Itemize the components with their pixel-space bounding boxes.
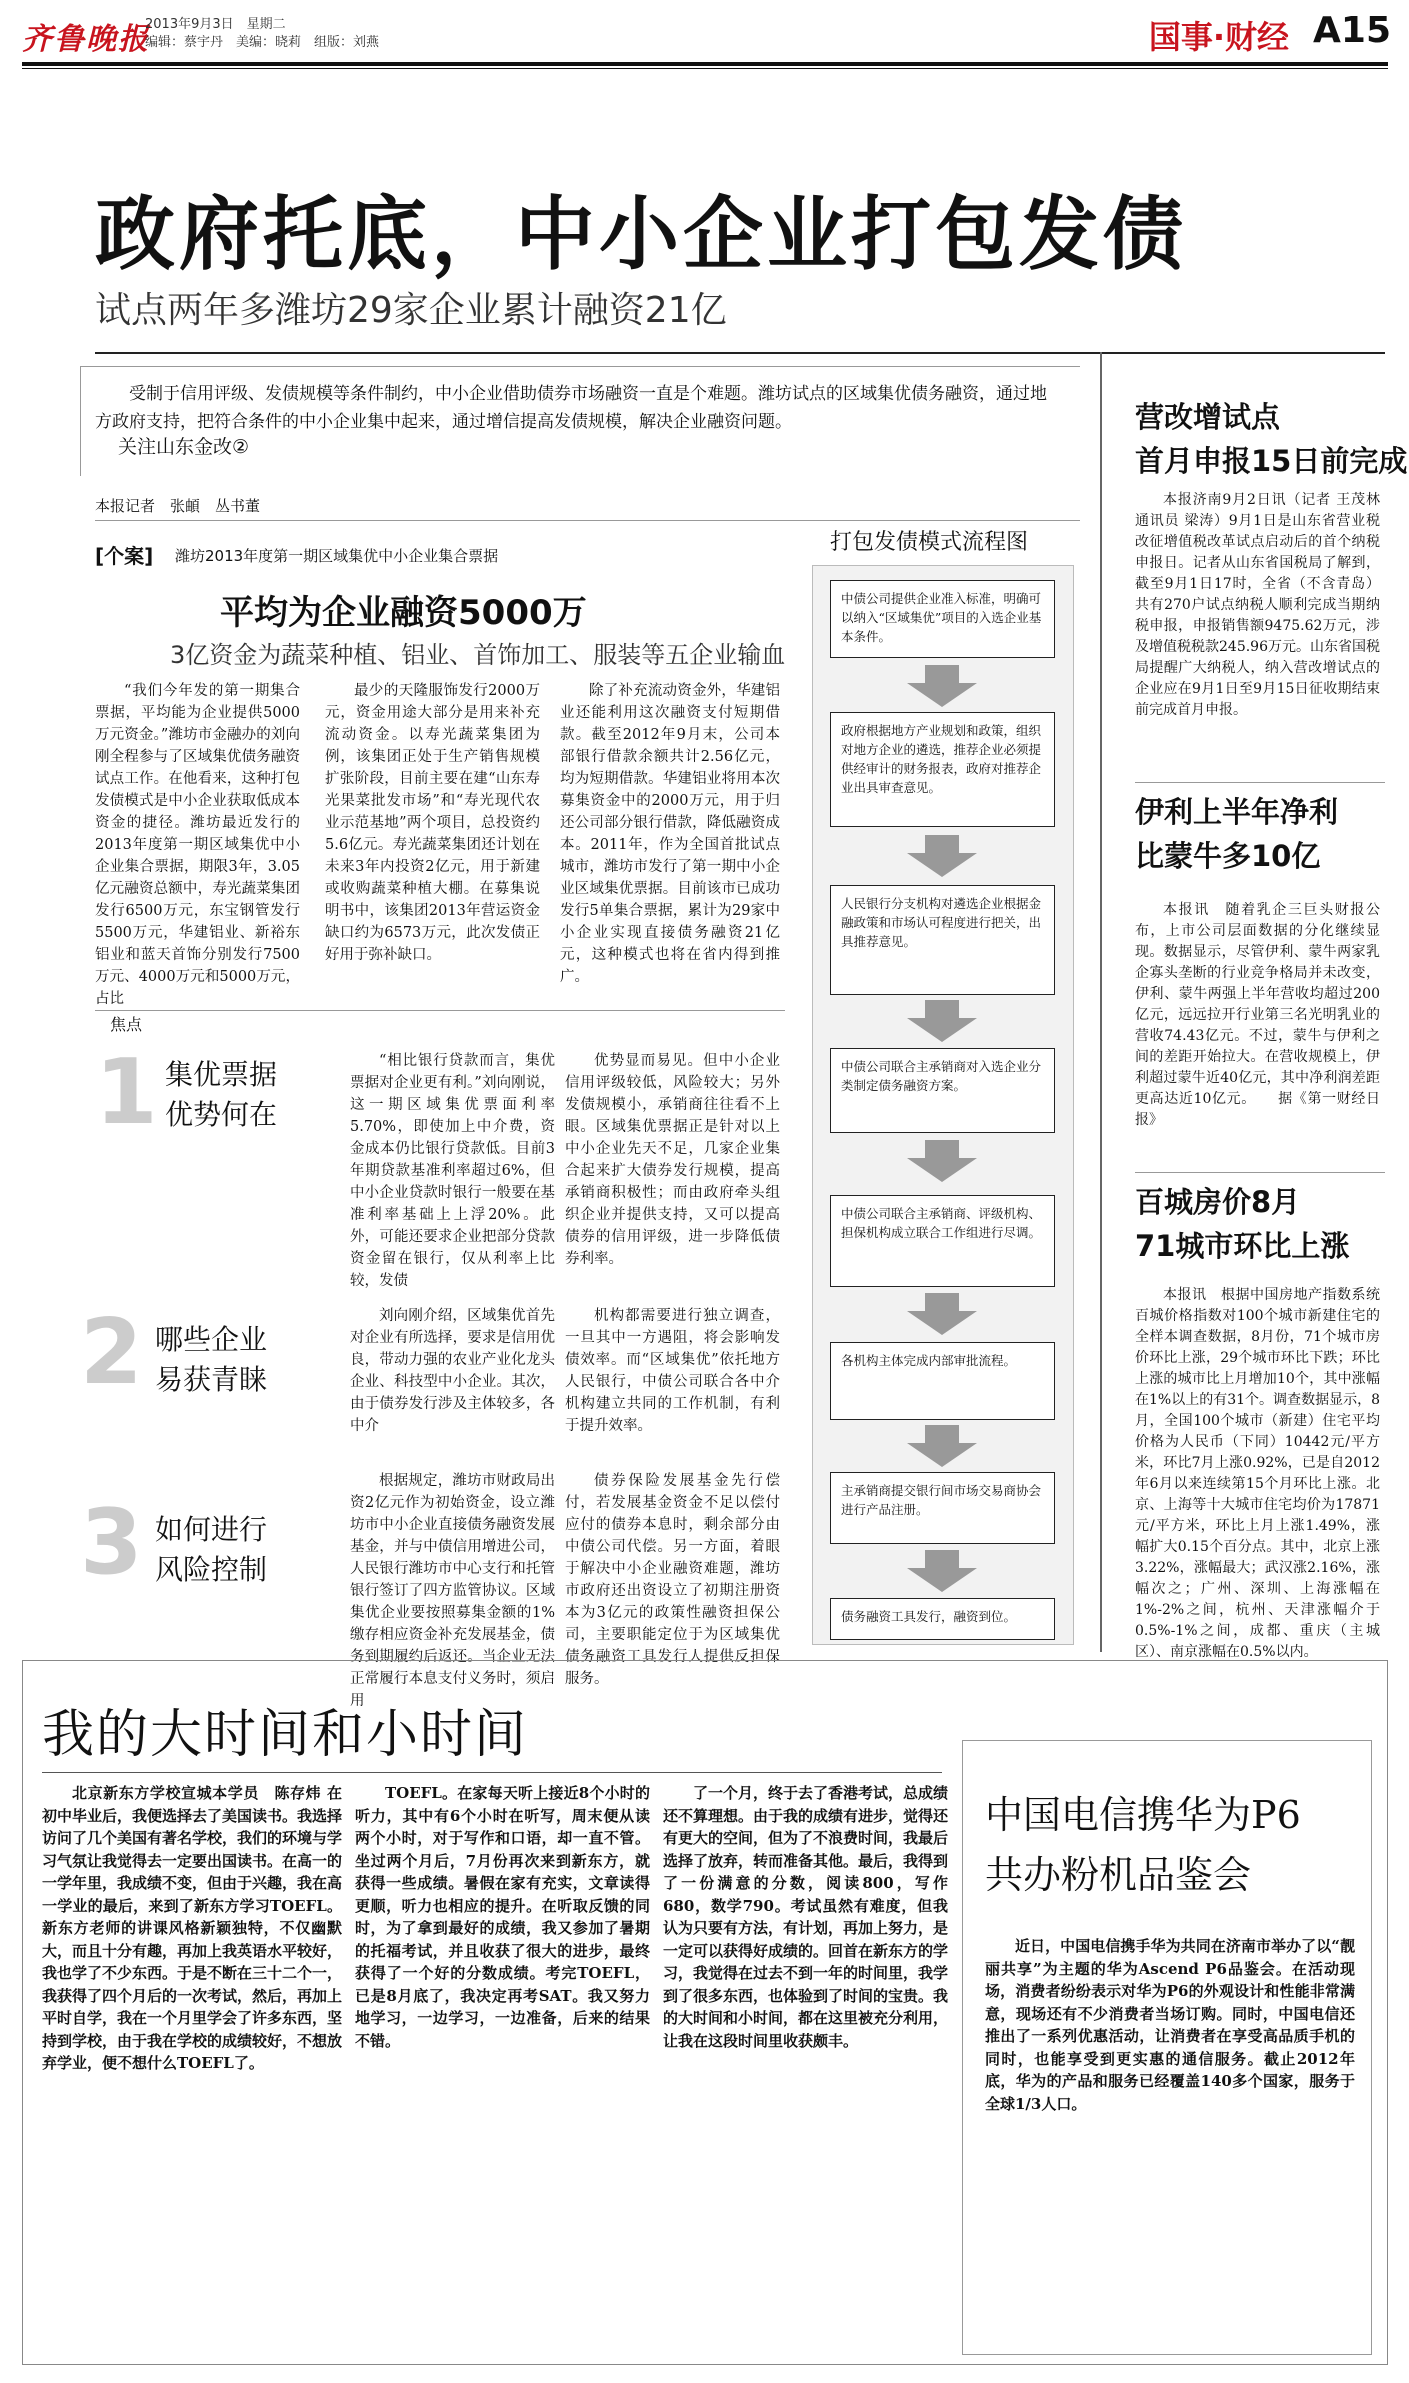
question-1-line-1: 集优票据 [165,1058,278,1091]
case-column-3: 除了补充流动资金外，华建铝业还能利用这次融资支付短期借款。截至2012年9月末，公司本部银行借款余额共计2.56亿元，均为短期借款。华建铝业将用本次募集资金中的2000万元，用于归还公司部分银行借款，降低融资成本。2011年，作为全国首批试点城市，潍坊市发行了第一期中小企业区域集优票据。目前该市已成功发行5单集合票据，累计为29家中小企业实现直接债务融资21亿元，这种模式也将在省内得到推广。 [560,683,780,985]
flow-arrow-5 [907,1293,977,1335]
sidebar-story-2-headline [1135,790,1338,878]
question-number-2: 2 [80,1300,143,1405]
flow-step-6: 各机构主体完成内部审批流程。 [830,1342,1055,1420]
answer-2-column-1: 刘向刚介绍，区域集优首先对企业有所选择，要求是信用优良，带动力强的农业产业化龙头企业、科技型中小企业。其次，由于债券发行涉及主体较多，各中介 [350,1308,555,1434]
flow-step-8: 债务融资工具发行，融资到位。 [830,1598,1055,1640]
flow-arrow-6 [907,1425,977,1467]
sidebar-rule-2 [1135,1172,1385,1173]
question-2-line-1: 哪些企业 [155,1323,268,1356]
series-label: 关注山东金改② [118,436,250,458]
sidebar-story-2-line-1: 伊利上半年净利 [1135,795,1339,829]
flow-step-7: 主承销商提交银行间市场交易商协会进行产品注册。 [830,1472,1055,1544]
question-1-line-2: 优势何在 [165,1098,278,1131]
sidebar-story-2-line-2: 比蒙牛多10亿 [1135,839,1321,873]
flow-arrow-4 [907,1140,977,1182]
sidebar-story-1-line-2: 首月申报15日前完成 [1135,444,1408,478]
sidebar-story-1-body: 本报济南9月2日讯（记者 王茂林 通讯员 梁涛）9月1日是山东省营业税改征增值税改革试点启动后的首个纳税申报日。记者从山东省国税局了解到，截至9月1日17时，全省（不含青岛）共有270户试点纳税人顺利完成当期纳税申报，申报销售额9475.62万元，涉及增值税税款245.96万元。山东省国税局提醒广大纳税人，纳入营改增试点的企业应在9月1日至9月15日征收期结束前完成首月申报。 [1135,492,1380,718]
flow-arrow-3 [907,1000,977,1042]
masthead-rule-thin [22,68,1388,69]
sidebar-story-1-line-1: 营改增试点 [1135,400,1281,434]
answer-1-column-1: “相比银行贷款而言，集优票据对企业更有利。”刘向刚说，这一期区域集优票面利率5.70%，即使加上中介费，资金成本仍比银行贷款低。目前3年期贷款基准利率超过6%，但中小企业贷款时银行一般要在基准利率基础上上浮20%。此外，可能还要求企业把部分贷款资金留在银行，仅从利率上比较，发债 [350,1053,555,1289]
question-3-line-2: 风险控制 [155,1553,268,1586]
masthead-rule [22,62,1388,66]
answer-3-column-2: 债券保险发展基金先行偿付，若发展基金资金不足以偿付应付的债券本息时，剩余部分由中债公司代偿。另一方面，着眼于解决中小企业融资难题，潍坊市政府还出资设立了初期注册资本为3亿元的政策性融资担保公司，主要职能定位于为区域集优债务融资工具发行人提供反担保服务。 [565,1473,780,1687]
byline-rule [95,520,1080,521]
flow-step-5: 中债公司联合主承销商、评级机构、担保机构成立联合工作组进行尽调。 [830,1195,1055,1287]
bottom-feature-title: 我的大时间和小时间 [42,1705,529,1765]
sidebar-story-3-headline [1135,1180,1349,1268]
ad-headline [985,1785,1301,1905]
sidebar-story-2-body: 本报讯 随着乳企三巨头财报公布，上市公司层面数据的分化继续显现。数据显示，尽管伊利、蒙牛两家乳企寡头垄断的行业竞争格局并未改变，伊利、蒙牛两强上半年营收均超过200亿元，远远拉开行业第三名光明乳业的营收74.43亿元。不过，蒙牛与伊利之间的差距开始拉大。在营收规模上，伊利超过蒙牛近40亿元，其中净利润差距更高达近10亿元。 据《第一财经日报》 [1135,902,1380,1128]
sidebar-story-3-line-1: 百城房价8月 [1135,1185,1301,1219]
case-title: 潍坊2013年度第一期区域集优中小企业集合票据 [175,547,499,565]
flow-arrow-7 [907,1550,977,1592]
case-subhead: 3亿资金为蔬菜种植、铝业、首饰加工、服装等五企业输血 [170,641,786,669]
focus-rule [95,1010,785,1011]
flow-step-4: 中债公司联合主承销商对入选企业分类制定债务融资方案。 [830,1048,1055,1133]
case-tag: [个案] [95,544,154,568]
case-column-1: “我们今年发的第一期集合票据，平均能为企业提供5000万元资金。”潍坊市金融办的刘向刚全程参与了区域集优债务融资试点工作。在他看来，这种打包发债模式是中小企业获取低成本资金的捷径。潍坊最近发行的2013年度第一期区域集优中小企业集合票据，期限3年，3.05亿元融资总额中，寿光蔬菜集团发行6500万元，东宝钢管发行5500万元，华建铝业、新裕东铝业和蓝天首饰分别发行7500万元、4000万元和5000万元，占比 [95,683,300,1007]
issue-date: 2013年9月3日 星期二 [145,17,286,32]
case-headline: 平均为企业融资5000万 [220,593,587,633]
sidebar-story-3-line-2: 71城市环比上涨 [1135,1229,1350,1263]
answer-2-column-2: 机构都需要进行独立调查，一旦其中一方遇阻，将会影响发债效率。而“区域集优”依托地方人民银行，中债公司联合各中介机构建立共同的工作机制，有利于提升效率。 [565,1308,780,1434]
answer-1-column-2: 优势显而易见。但中小企业信用评级较低，风险较大；另外发债规模小，承销商往往看不上眼。区域集优票据正是针对以上中小企业先天不足，几家企业集合起来扩大债券发行规模，提高承销商积极性；而由政府牵头组织企业并提供支持，又可以提高债券的信用评级，进一步降低债券利率。 [565,1053,780,1267]
bottom-column-1: 北京新东方学校宣城本学员 陈存炜 在初中毕业后，我便选择去了美国读书。我选择访问了几个美国有著名学校，我们的环境与学习气氛让我觉得去一定要出国读书。在高一的一学年里，我成绩不变，但由于兴趣，我在高一学业的最后，来到了新东方学习TOEFL。新东方老师的讲课风格新颖独特，不仅幽默大，而且十分有趣，再加上我英语水平较好，我也学了不少东西。于是不断在三十二个一，我获得了四个月后的一次考试，然后，再加上平时自学，我在一个月里学会了许多东西，坚持到学校，由于我在学校的成绩较好，不想放弃学业，便不想什么TOEFL了。 [42,1784,343,2072]
question-number-3: 3 [80,1490,143,1595]
sidebar-story-3-body: 本报讯 根据中国房地产指数系统百城价格指数对100个城市新建住宅的全样本调查数据，8月份，71个城市房价环比上涨，29个城市环比下跌；环比上涨的城市比上月增加10个，其中涨幅在1%以上的有31个。调查数据显示，8月，全国100个城市（新建）住宅平均价格为人民币（下同）10442元/平方米，环比7月上涨0.92%，已是自2012年6月以来连续第15个月环比上涨。北京、上海等十大城市住宅均价为17871元/平方米，环比上月上涨1.49%，涨幅扩大0.15个百分点。其中，北京上涨3.22%，涨幅最大；武汉涨2.16%，涨幅次之；广州、深圳、上海涨幅在1%-2%之间，杭州、天津涨幅介于0.5%-1%之间，成都、重庆（主城区）、南京涨幅在0.5%以内。 [1135,1287,1380,1660]
focus-tag: 焦点 [110,1015,143,1034]
page-number: A15 [1313,10,1391,51]
question-number-1: 1 [95,1040,158,1145]
ad-headline-line-2: 共办粉机品鉴会 [985,1853,1252,1897]
headline-rule [95,352,1385,354]
lead-paragraph: 受制于信用评级、发债规模等条件制约，中小企业借助债券市场融资一直是个难题。潍坊试点的区域集优债务融资，通过地方政府支持，把符合条件的中小企业集中起来，通过增信提高发债规模，解决企业融资问题。 [95,384,1047,432]
question-3-line-1: 如何进行 [155,1513,268,1546]
bottom-title-rule [42,1772,942,1773]
masthead-meta [145,16,379,52]
ad-headline-line-1: 中国电信携华为P6 [985,1793,1301,1837]
flowchart-title: 打包发债模式流程图 [830,530,1029,555]
sidebar-story-1-headline [1135,395,1407,483]
ad-body: 近日，中国电信携手华为共同在济南市举办了以“靓丽共享”为主题的华为Ascend P6品鉴会。在活动现场，消费者纷纷表示对华为P6的外观设计和性能非常满意，现场还有不少消费者当场订购。同时，中国电信还推出了一系列优惠活动，让消费者在享受高品质手机的同时，也能享受到更实惠的通信服务。截止2012年底，华为的产品和服务已经覆盖140多个国家，服务于全球1/3人口。 [985,1937,1355,2113]
flow-arrow-2 [907,835,977,877]
sidebar-rule-1 [1135,782,1385,783]
flow-step-1: 中债公司提供企业准入标准，明确可以纳入“区域集优”项目的入选企业基本条件。 [830,580,1055,658]
question-heading-3 [155,1510,267,1590]
page-subhead: 试点两年多潍坊29家企业累计融资21亿 [95,290,727,331]
bottom-column-2: TOEFL。在家每天听上接近8个小时的听力，其中有6个小时在听写，周末便从读两个小时，对于写作和口语，却一直不管。坐过两个月后，7月份再次来到新东方，就获得一些成绩。暑假在家有充实，文章读得更顺，听力也相应的提升。在听取反馈的同时，为了拿到最好的成绩，我又参加了暑期的托福考试，并且收获了很大的进步，最终获得了一个好的分数成绩。考完TOEFL，已是8月底了，我决定再考SAT。我又努力地学习，一边学习，一边准备，后来的结果不错。 [355,1784,650,2050]
flow-step-2: 政府根据地方产业规划和政策，组织对地方企业的遴选，推荐企业必须提供经审计的财务报表，政府对推荐企业出具审查意见。 [830,712,1055,827]
flow-arrow-1 [907,665,977,707]
question-heading-1 [165,1055,277,1135]
editor-credits: 编辑：蔡宇丹 美编：晓莉 组版：刘燕 [145,35,380,50]
flow-step-3: 人民银行分支机构对遴选企业根据金融政策和市场认可程度进行把关，出具推荐意见。 [830,885,1055,995]
section-label: 国事·财经 [1148,18,1289,56]
question-2-line-2: 易获青睐 [155,1363,268,1396]
case-column-2: 最少的天隆服饰发行2000万元，资金用途大部分是用来补充流动资金。以寿光蔬菜集团为例，该集团正处于生产销售规模扩张阶段，目前主要在建“山东寿光果菜批发市场”和“寿光现代农业示范基地”两个项目，总投资约5.6亿元。寿光蔬菜集团还计划在未来3年内投资2亿元，用于新建或收购蔬菜种植大棚。在募集说明书中，该集团2013年营运资金缺口约为6573万元，此次发债正好用于弥补缺口。 [325,683,540,963]
answer-3-column-1: 根据规定，潍坊市财政局出资2亿元作为初始资金，设立潍坊市中小企业直接债务融资发展基金，并与中债信用增进公司，人民银行潍坊市中心支行和托管银行签订了四方监管协议。区域集优企业要按照募集金额的1%缴存相应资金补充发展基金，债务到期履约后返还。当企业无法正常履行本息支付义务时，须启用 [350,1473,555,1709]
newspaper-logo: 齐鲁晚报 [22,22,150,57]
question-heading-2 [155,1320,267,1400]
byline: 本报记者 张頔 丛书董 [95,497,261,515]
sidebar-divider [1100,352,1102,1652]
bottom-column-3: 了一个月，终于去了香港考试，总成绩还不算理想。由于我的成绩有进步，觉得还有更大的空间，但为了不浪费时间，我最后选择了放弃，转而准备其他。最后，我得到了一份满意的分数，阅读800，写作680，数学790。考试虽然有难度，但我认为只要有方法，有计划，再加上努力，是一定可以获得好成绩的。回首在新东方的学习，我觉得在过去不到一年的时间里，我学到了很多东西，也体验到了时间的宝贵。我的大时间和小时间，都在这里被充分利用，让我在这段时间里收获颇丰。 [663,1784,949,2050]
page-headline: 政府托底，中小企业打包发债 [95,188,1187,281]
